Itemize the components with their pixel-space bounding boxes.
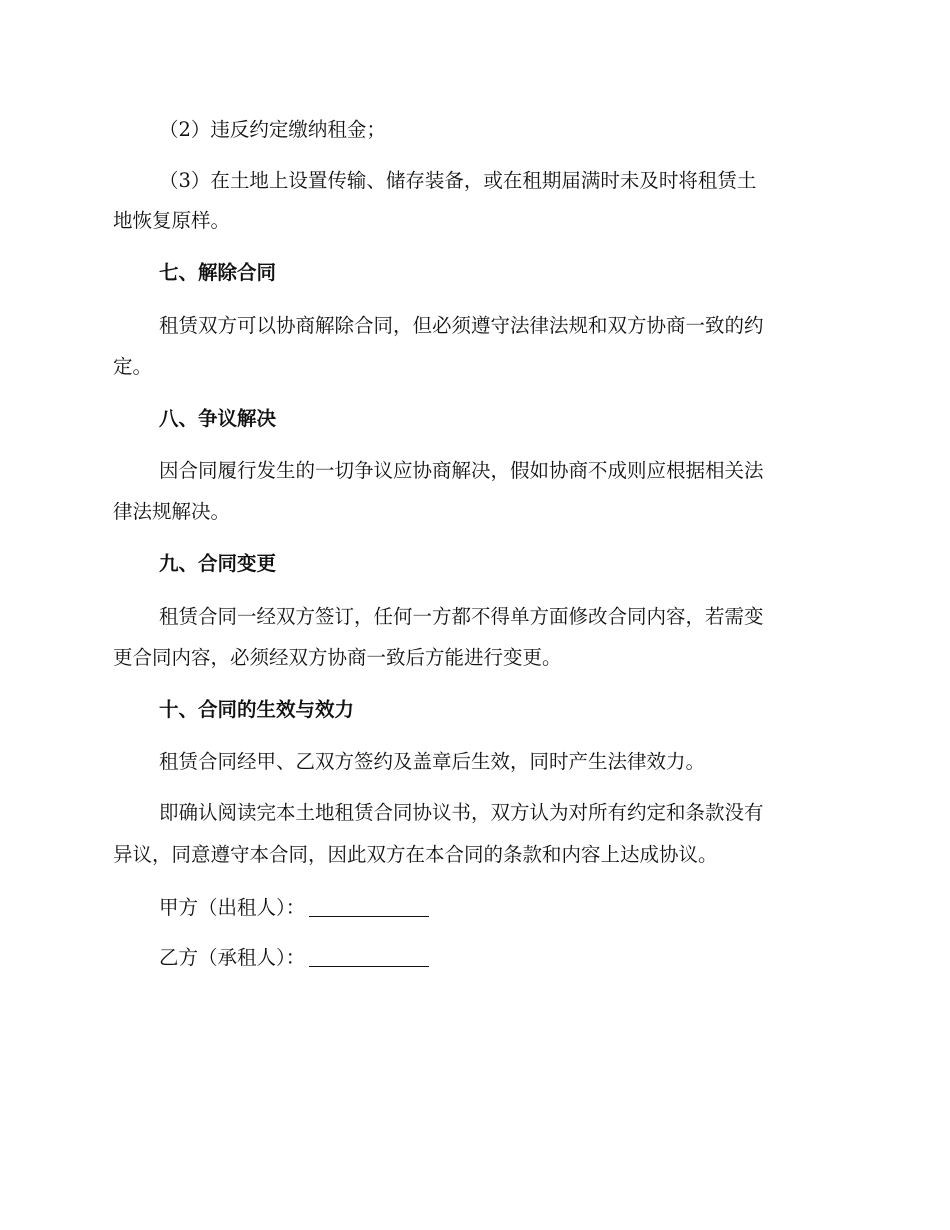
party-a-label: 甲方（出租人）：: [159, 896, 306, 919]
closing-text-line-1: 即确认阅读完本土地租赁合同协议书，双方认为对所有约定和条款没有: [159, 801, 764, 824]
section-8-heading: 八、争议解决: [159, 407, 277, 430]
section-10-text-line-1: 租赁合同经甲、乙双方签约及盖章后生效，同时产生法律效力。: [159, 750, 706, 773]
section-7-heading: 七、解除合同: [159, 261, 277, 284]
section-9-text-line-1: 租赁合同一经双方签订，任何一方都不得单方面修改合同内容，若需变: [159, 605, 764, 628]
section-9-heading: 九、合同变更: [159, 552, 277, 575]
section-7-text-line-1: 租赁双方可以协商解除合同，但必须遵守法律法规和双方协商一致的约: [159, 314, 764, 337]
party-b-signature-row: [0, 946, 950, 970]
section-7-text-line-2: 定。: [113, 355, 153, 378]
party-b-signature-blank: [309, 946, 429, 967]
clause-item-3-line-1: （3）在土地上设置传输、储存装备，或在租期届满时未及时将租赁土: [159, 169, 757, 192]
party-a-signature-blank: [309, 896, 429, 917]
section-10-heading: 十、合同的生效与效力: [159, 698, 355, 721]
party-b-label: 乙方（承租人）：: [159, 946, 306, 969]
closing-text-line-2: 异议，同意遵守本合同，因此双方在本合同的条款和内容上达成协议。: [113, 843, 718, 866]
clause-item-3-line-2: 地恢复原样。: [113, 209, 231, 232]
section-8-text-line-2: 律法规解决。: [113, 500, 231, 523]
section-8-text-line-1: 因合同履行发生的一切争议应协商解决，假如协商不成则应根据相关法: [159, 459, 764, 482]
clause-item-2: （2）违反约定缴纳租金；: [159, 118, 386, 141]
party-a-signature-row: [0, 896, 950, 920]
section-9-text-line-2: 更合同内容，必须经双方协商一致后方能进行变更。: [113, 646, 562, 669]
